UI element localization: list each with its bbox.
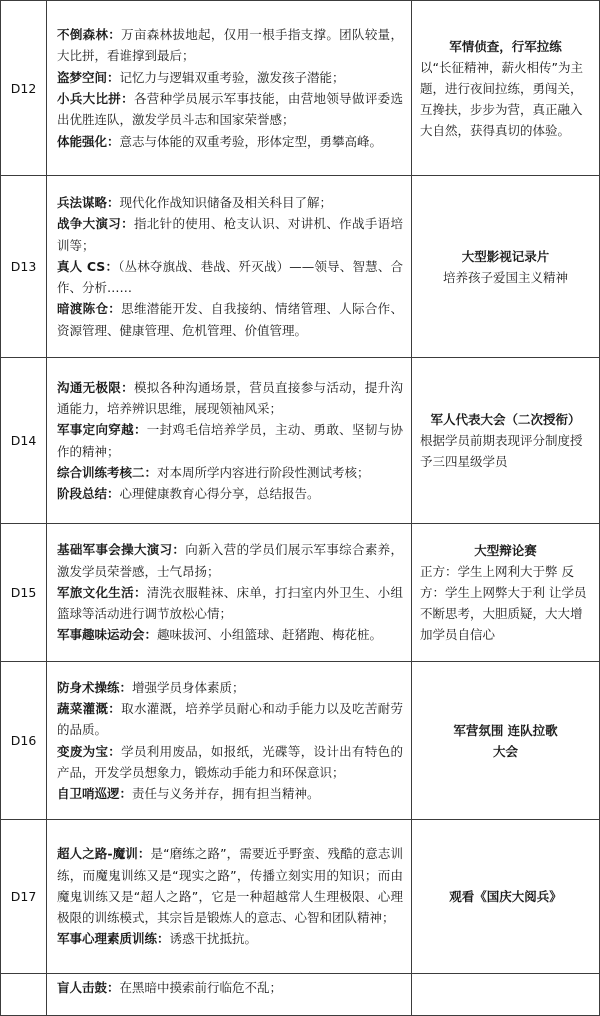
activity-item — [57, 67, 403, 88]
activity-text: 在黑暗中摸索前行临危不乱； — [119, 980, 283, 995]
activities-cell — [47, 1, 412, 176]
evening-title: 大型辩论赛 — [474, 543, 537, 558]
activity-text: 思维潜能开发、自我接纳、情绪管理、人际合作、资源管理、健康管理、危机管理、价值管理。 — [57, 301, 403, 338]
activity-name: 防身术操练： — [57, 679, 133, 695]
table-row — [1, 524, 600, 662]
activity-item — [57, 192, 403, 213]
activity-text: 各营种学员展示军事技能，由营地领导做评委选出优胜连队，激发学员斗志和国家荣誉感； — [57, 91, 403, 128]
table-row — [1, 974, 600, 1016]
activity-name: 综合训练考核二： — [57, 464, 158, 480]
activities-cell — [47, 176, 412, 358]
activity-text: 增强学员身体素质； — [132, 679, 245, 695]
day-cell: D12 — [1, 1, 47, 176]
activity-name: 军旅文化生活： — [57, 584, 147, 600]
activity-item — [57, 977, 403, 998]
activity-item — [57, 582, 403, 625]
activity-text: 现代化作战知识储备及相关科目了解； — [119, 194, 333, 210]
activity-name: 军事心理素质训练： — [57, 931, 170, 947]
table-row — [1, 358, 600, 524]
activity-name: 蔬菜灌溉： — [57, 700, 122, 716]
activity-name: 盲人击鼓： — [57, 980, 120, 995]
activity-name: 战争大演习： — [57, 216, 134, 232]
activity-text: 学员利用废品，如报纸，光碟等，设计出有特色的产品，开发学员想象力，锻炼动手能力和环保意识； — [57, 743, 403, 780]
activity-item — [57, 462, 403, 483]
activity-item — [57, 256, 403, 299]
activity-name: 体能强化： — [57, 133, 120, 149]
activities-cell — [47, 358, 412, 524]
activity-name: 不倒森林： — [57, 27, 122, 43]
activity-name: 暗渡陈仓： — [57, 301, 122, 317]
activity-text: 趣味拔河、小组篮球、赶猪跑、梅花桩。 — [157, 627, 383, 643]
day-cell: D14 — [1, 358, 47, 524]
activity-item — [57, 928, 403, 949]
activity-text: 模拟各种沟通场景，营员直接参与活动，提升沟通能力，培养辨识思维，展现领袖风采； — [57, 379, 403, 416]
activity-text: 是“磨练之路”，需要近乎野蛮、残酷的意志训练，而魔鬼训练又是“现实之路”，传播立刻实用的知识；而由魔鬼训练又是“超人之路”，它是一种超越常人生理极限、心理极限的训练模式，其宗旨是锻炼人的意志、心智和团队精神； — [57, 846, 403, 926]
evening-description: 培养孩子爱国主义精神 — [442, 269, 568, 285]
activity-name: 基础军事会操大演习： — [57, 542, 186, 558]
activity-name: 军事趣味运动会： — [57, 627, 158, 643]
evening-description: 以“长征精神，薪火相传”为主题，进行夜间拉练，勇闯关，互搀扶，步步为营，真正融入大自然，获得真切的体验。 — [420, 59, 583, 138]
table-row — [1, 820, 600, 974]
evening-title: 大型影视记录片 — [461, 248, 550, 264]
activity-name: 兵法谋略： — [57, 194, 120, 210]
activity-name: 阶段总结： — [57, 486, 120, 502]
activity-text: 记忆力与逻辑双重考验，激发孩子潜能； — [119, 69, 345, 85]
activity-item — [57, 843, 403, 928]
evening-cell — [412, 358, 600, 524]
day-cell: D16 — [1, 662, 47, 820]
activity-name: 盗梦空间： — [57, 69, 120, 85]
activity-name: 自卫哨巡逻： — [57, 786, 133, 802]
activities-cell — [47, 524, 412, 662]
activity-name: 真人 CS： — [57, 258, 119, 274]
activity-item — [57, 677, 403, 698]
activities-cell — [47, 974, 412, 1016]
activity-item — [57, 377, 403, 420]
activity-item — [57, 539, 403, 582]
activity-item — [57, 741, 403, 784]
evening-title: 观看《国庆大阅兵》 — [449, 889, 562, 904]
evening-title: 军人代表大会（二次授衔） — [430, 412, 581, 427]
activity-text: （丛林夺旗战、巷战、歼灭战）——领导、智慧、合作、分析…… — [57, 258, 403, 296]
activity-text: 一封鸡毛信培养学员，主动、勇敢、坚韧与协作的精神； — [57, 422, 403, 459]
evening-cell — [412, 820, 600, 974]
activity-item — [57, 298, 403, 341]
activity-name: 小兵大比拼： — [57, 91, 134, 106]
evening-cell — [412, 1, 600, 176]
evening-cell — [412, 974, 600, 1016]
activity-text: 对本周所学内容进行阶段性测试考核； — [157, 464, 370, 480]
activity-name: 变废为宝： — [57, 743, 122, 759]
evening-title: 军营氛围 连队拉歌大会 — [453, 722, 558, 759]
evening-description: 正方：学生上网利大于弊 反方：学生上网弊大于利 让学员不断思考，大胆质疑，大大增加学员自信心 — [420, 564, 587, 642]
activity-item — [57, 624, 403, 645]
table-row — [1, 662, 600, 820]
activity-text: 责任与义务并存，拥有担当精神。 — [132, 786, 320, 802]
activity-name: 沟通无极限： — [57, 379, 134, 395]
evening-cell — [412, 662, 600, 820]
evening-cell — [412, 524, 600, 662]
table-row — [1, 1, 600, 176]
day-cell: D17 — [1, 820, 47, 974]
activity-item — [57, 213, 403, 256]
activity-text: 向新入营的学员们展示军事综合素养，激发学员荣誉感，士气昂扬； — [57, 542, 403, 579]
activity-text: 清洗衣服鞋袜、床单，打扫室内外卫生、小组篮球等活动进行调节放松心情； — [57, 584, 403, 622]
activity-item — [57, 419, 403, 462]
activity-name: 军事定向穿越： — [57, 422, 147, 438]
evening-title: 军情侦查，行军拉练 — [449, 38, 562, 54]
table-row — [1, 176, 600, 358]
activity-item — [57, 483, 403, 504]
activity-item — [57, 24, 403, 67]
activity-item — [57, 131, 403, 152]
activity-item — [57, 698, 403, 741]
activity-item — [57, 783, 403, 804]
activity-text: 心理健康教育心得分享，总结报告。 — [119, 486, 320, 502]
day-cell: D15 — [1, 524, 47, 662]
activity-text: 指北针的使用、枪支认识、对讲机、作战手语培训等； — [57, 216, 403, 253]
activities-cell — [47, 820, 412, 974]
activity-text: 意志与体能的双重考验，形体定型，勇攀高峰。 — [119, 133, 383, 149]
activity-text: 万亩森林拔地起，仅用一根手指支撑。团队较量，大比拼，看谁撑到最后； — [57, 27, 403, 64]
evening-cell — [412, 176, 600, 358]
activity-item — [57, 88, 403, 131]
activity-name: 超人之路-魔训： — [57, 846, 151, 862]
day-cell: D13 — [1, 176, 47, 358]
activity-text: 取水灌溉，培养学员耐心和动手能力以及吃苦耐劳的品质。 — [57, 700, 403, 738]
activity-text: 诱惑干扰抵抗。 — [169, 931, 258, 947]
evening-description: 根据学员前期表现评分制度授予三四星级学员 — [420, 433, 583, 469]
activities-cell — [47, 662, 412, 820]
day-cell — [1, 974, 47, 1016]
